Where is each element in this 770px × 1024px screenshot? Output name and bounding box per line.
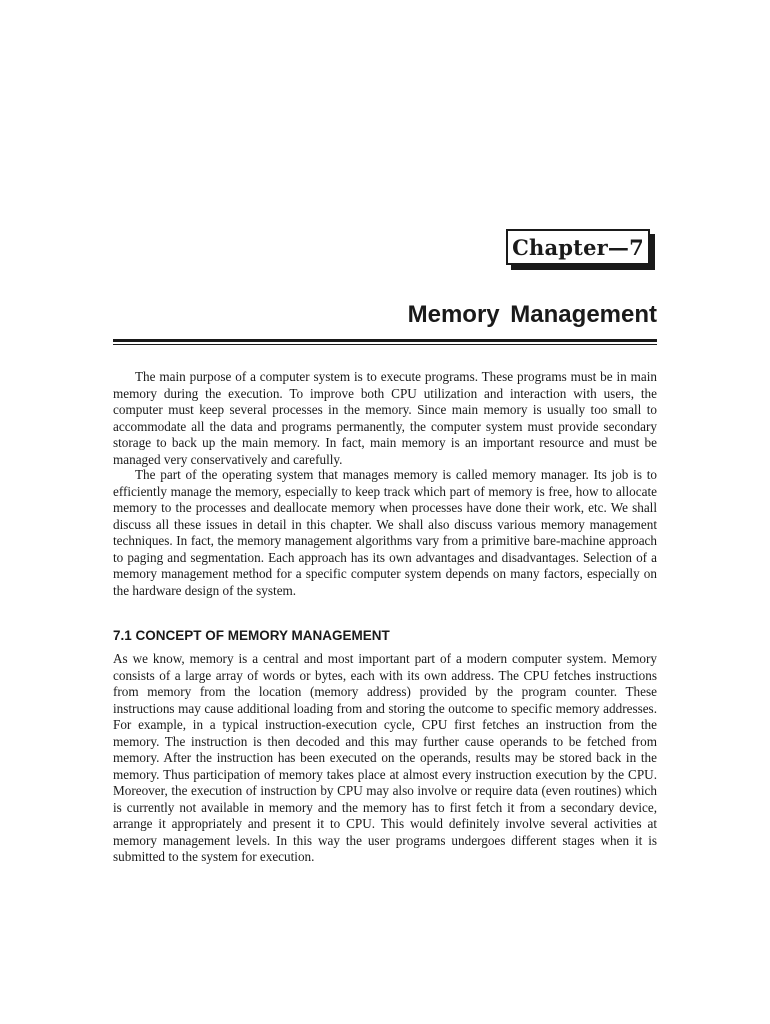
section-paragraph: As we know, memory is a central and most important part of a modern computer system. Memory consists of a large array of words or bytes, each with its own address. The CPU fetches instructions from memory from the location (memory address) provided by the program counter. These instructions may cause additional loading from and storing the outcome to specific memory addresses. For example, in a typical instruction-execution cycle, CPU first fetches an instruction from the memory. The instruction is then decoded and this may further cause operands to be fetched from memory. After the instruction has been executed on the operands, results may be stored back in the memory. Thus participation of memory takes place at almost every instruction execution by the CPU. Moreover, the execution of instruction by CPU may also involve or require data (even routines) which is currently not available in memory and the memory has to first fetch it from a secondary device, arrange it appropriately and present it to CPU. This would definitely involve several activities at memory management levels. In this way the user programs undergoes different stages when it is submitted to the system for execution. bbox=[113, 651, 657, 864]
intro-paragraph-1: The main purpose of a computer system is to execute programs. These programs must be in main memory during the execution. To improve both CPU utilization and interaction with users, the computer must keep several processes in the memory. Since main memory is usually too small to accommodate all the data and programs permanently, the computer system must provide secondary storage to back up the main memory. In fact, main memory is an important resource and must be managed very conservatively and carefully. bbox=[113, 369, 657, 467]
title-rule-thick bbox=[113, 339, 657, 342]
section-heading: 7.1 CONCEPT OF MEMORY MANAGEMENT bbox=[113, 628, 390, 643]
chapter-label-box bbox=[506, 229, 656, 271]
chapter-label: Chapter—7 bbox=[506, 229, 650, 265]
chapter-title: Memory Management bbox=[407, 301, 657, 328]
title-rule-thin bbox=[113, 344, 657, 345]
intro-paragraph-2: The part of the operating system that manages memory is called memory manager. Its job is to efficiently manage the memory, especially to keep track which part of memory is free, how to allocate memory to the processes and deallocate memory when processes have done their work, etc. We shall discuss all these issues in detail in this chapter. We shall also discuss various memory management techniques. In fact, the memory management algorithms vary from a primitive bare-machine approach to paging and segmentation. Each approach has its own advantages and disadvantages. Selection of a memory management method for a specific computer system depends on many factors, especially on the hardware design of the system. bbox=[113, 467, 657, 598]
